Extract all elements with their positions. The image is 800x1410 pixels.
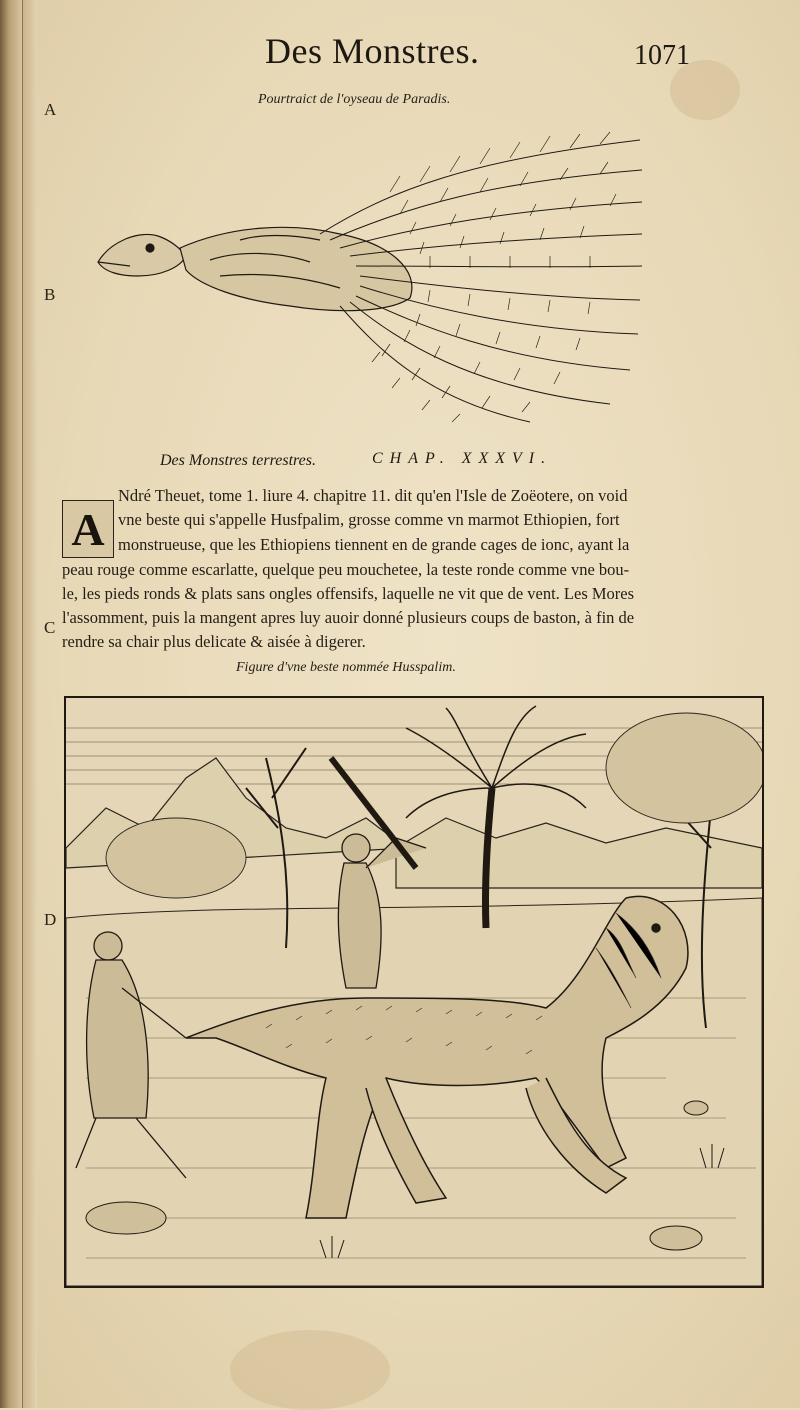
paragraph-line: l'assomment, puis la mangent apres luy auoir donné plusieurs coups de baston, à fin de [62, 608, 635, 627]
drop-cap: A [62, 500, 114, 558]
running-head: Des Monstres. [265, 31, 480, 71]
chapter-title: Des Monstres terrestres. [160, 452, 316, 469]
book-spine-edge [0, 0, 22, 1408]
husspalim-woodcut-frame [64, 696, 764, 1288]
bird-of-paradise-illustration [90, 130, 650, 430]
paragraph-line: le, les pieds ronds & plats sans ongles offensifs, laquelle ne vit que de vent. Les Mores [62, 584, 635, 603]
paragraph-line: peau rouge comme escarlatte, quelque peu mouchetee, la teste ronde comme vne bou- [62, 560, 630, 579]
paragraph-line: Ndré Theuet, tome 1. liure 4. chapitre 11. dit qu'en l'Isle de Zoëotere, on void [118, 486, 628, 505]
paragraph-line: vne beste qui s'appelle Husfpalim, grosse comme vn marmot Ethiopien, fort [118, 510, 620, 529]
bird-caption: Pourtraict de l'oyseau de Paradis. [258, 92, 451, 107]
facing-page-sliver [2, 70, 18, 370]
margin-letter-b: B [44, 285, 56, 304]
figure-caption: Figure d'vne beste nommée Husspalim. [236, 660, 456, 675]
page-number: 1071 [634, 40, 690, 71]
margin-letter-a: A [44, 100, 57, 119]
margin-letter-d: D [44, 910, 57, 929]
paragraph-line: monstrueuse, que les Ethiopiens tiennent en de grande cages de ionc, ayant la [118, 535, 630, 554]
page-gutter [22, 0, 37, 1408]
paragraph-line: rendre sa chair plus delicate & aisée à digerer. [62, 632, 366, 651]
husspalim-scene-illustration [66, 698, 762, 1286]
chapter-number: CHAP. XXXVI. [372, 450, 553, 467]
paper-stain [230, 1330, 390, 1410]
margin-letter-c: C [44, 618, 56, 637]
